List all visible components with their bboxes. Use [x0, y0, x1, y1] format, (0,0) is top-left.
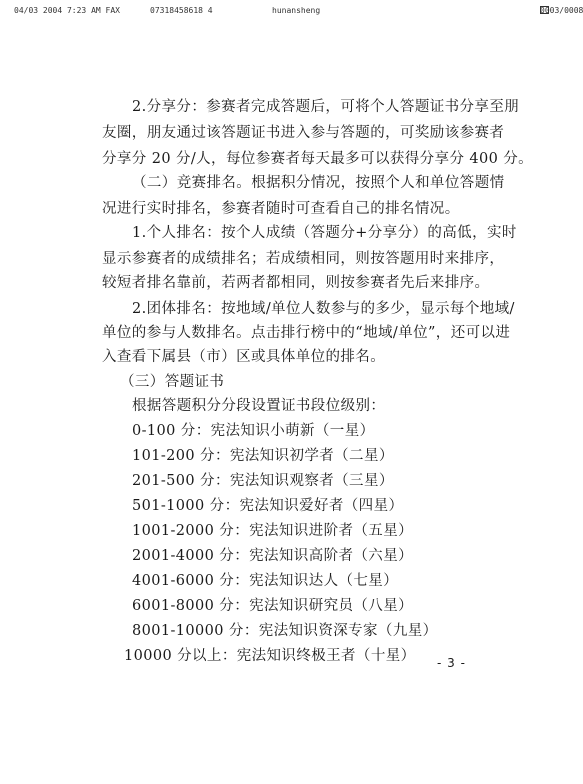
certificate-level: 10000 分以上：宪法知识终极王者（十星）	[124, 648, 416, 664]
text-line: 2.团体排名：按地域/单位人数参与的多少，显示每个地域/	[132, 301, 515, 317]
text-line: 显示参赛者的成绩排名；若成绩相同，则按答题用时来排序，	[102, 251, 505, 267]
certificate-level: 4001-6000 分：宪法知识达人（七星）	[132, 573, 399, 589]
certificate-level: 201-500 分：宪法知识观察者（三星）	[132, 473, 394, 489]
fax-page-text: 0003/0008	[540, 6, 583, 15]
page-number: - 3 -	[437, 656, 466, 670]
text-line: 分享分 20 分/人，每位参赛者每天最多可以获得分享分 400 分。	[102, 151, 534, 167]
certificate-level: 0-100 分：宪法知识小萌新（一星）	[132, 423, 375, 439]
section-heading: （三）答题证书	[120, 374, 225, 390]
certificate-level: 501-1000 分：宪法知识爱好者（四星）	[132, 498, 404, 514]
text-line: 根据答题积分分段设置证书段位级别：	[132, 398, 386, 414]
certificate-level: 1001-2000 分：宪法知识进阶者（五星）	[132, 523, 414, 539]
text-line: 单位的参与人数排名。点击排行榜中的“地域/单位”，还可以进	[102, 325, 511, 341]
fax-number: 07318458618 4	[150, 6, 213, 15]
text-line: （二）竞赛排名。根据积分情况，按照个人和单位答题情	[132, 175, 505, 191]
certificate-level: 101-200 分：宪法知识初学者（二星）	[132, 448, 394, 464]
fax-header	[14, 6, 583, 20]
text-line: 较短者排名靠前，若两者都相同，则按参赛者先后来排序。	[102, 275, 490, 291]
certificate-level: 2001-4000 分：宪法知识高阶者（六星）	[132, 548, 414, 564]
text-line: 友圈，朋友通过该答题证书进入参与答题的，可奖励该参赛者	[102, 125, 505, 141]
fax-datetime: 04/03 2004 7:23 AM FAX	[14, 6, 120, 15]
text-line: 2.分享分：参赛者完成答题后，可将个人答题证书分享至朋	[132, 99, 520, 115]
certificate-level: 6001-8000 分：宪法知识研究员（八星）	[132, 598, 414, 614]
fax-sender: hunansheng	[272, 6, 321, 15]
text-line: 1.个人排名：按个人成绩（答题分+分享分）的高低，实时	[132, 225, 517, 241]
text-line: 入查看下属县（市）区或具体单位的排名。	[102, 349, 386, 365]
text-line: 况进行实时排名，参赛者随时可查看自己的排名情况。	[102, 201, 460, 217]
certificate-level: 8001-10000 分：宪法知识资深专家（九星）	[132, 623, 438, 639]
